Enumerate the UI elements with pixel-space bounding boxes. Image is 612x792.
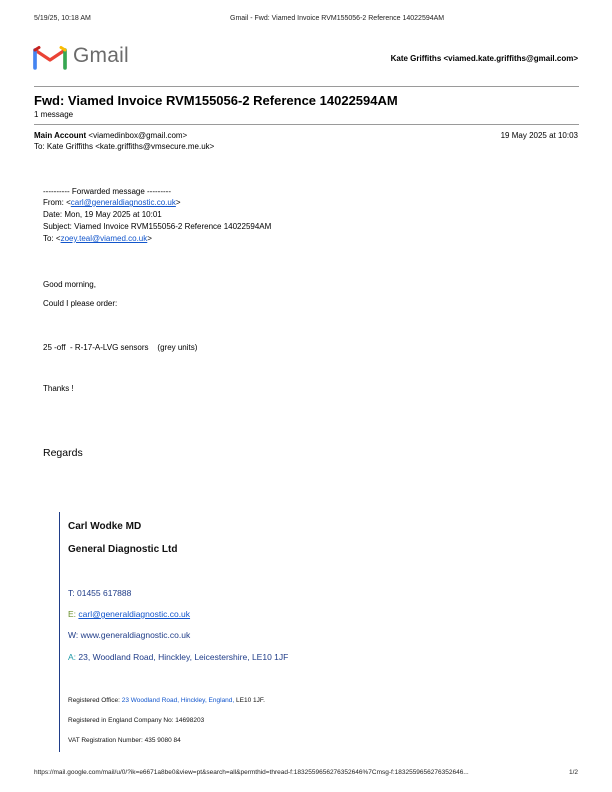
body-thanks: Thanks ! [43,384,74,393]
forwarded-marker: ---------- Forwarded message --------- [43,187,171,196]
fwd-from-suffix: > [175,198,181,207]
forwarded-from [43,198,181,207]
message-to: To: Kate Griffiths <kate.griffiths@vmsecure.me.uk> [34,142,215,151]
registered-office [68,697,265,704]
signature-telephone [68,588,131,598]
forwarded-date: Date: Mon, 19 May 2025 at 10:01 [43,210,162,219]
signature-web-link[interactable]: www.generaldiagnostic.co.uk [80,630,191,640]
body-regards: Regards [43,447,83,459]
page-number: 1/2 [568,769,578,776]
body-request: Could I please order: [43,299,118,308]
message-from [34,131,187,140]
from-name: Main Account [34,131,87,140]
forwarded-to [43,234,152,243]
subject-divider [34,124,579,125]
signature-bar [59,512,60,752]
fwd-from-prefix: From: < [43,198,71,207]
tel-value: 01455 617888 [77,588,132,598]
signature-email [68,609,190,619]
fwd-to-email-link[interactable]: zoey.teal@viamed.co.uk [60,234,148,243]
tel-label: T: [68,588,75,598]
body-order-item: 25 -off - R-17-A-LVG sensors (grey units) [43,343,198,352]
thread-subject: Fwd: Viamed Invoice RVM155056-2 Reference 14022594AM [34,93,398,108]
signature-web [68,630,190,640]
gmail-wordmark: Gmail [73,44,129,67]
gmail-m-icon [33,44,67,70]
gmail-logo[interactable] [33,44,67,75]
message-count: 1 message [34,110,74,119]
fwd-from-email-link[interactable]: carl@generaldiagnostic.co.uk [70,198,176,207]
reg-office-address: 23 Woodland Road, Hinckley, England, [121,697,235,704]
reg-office-postcode: LE10 1JF. [236,697,265,704]
signature-address [68,652,288,662]
signature-company: General Diagnostic Ltd [68,544,178,555]
account-label: Kate Griffiths <viamed.kate.griffiths@gmail.com> [390,54,578,63]
fwd-to-prefix: To: < [43,234,61,243]
web-label: W: [68,630,79,640]
reg-office-label: Registered Office: [68,697,120,704]
email-label: E: [68,609,77,619]
forwarded-subject: Subject: Viamed Invoice RVM155056-2 Reference 14022594AM [43,222,272,231]
address-value: 23, Woodland Road, Hinckley, Leicestershire, LE10 1JF [78,652,289,662]
company-number: Registered in England Company No: 14698203 [68,717,205,724]
from-email: <viamedinbox@gmail.com> [88,131,188,140]
body-greeting: Good morning, [43,280,96,289]
print-url: https://mail.google.com/mail/u/0/?ik=e6671a8be0&view=pt&search=all&permthid=thread-f:1832559656276352646%7Cmsg-f:1832559656276352646... [34,769,469,776]
print-title: Gmail - Fwd: Viamed Invoice RVM155056-2 Reference 14022594AM [230,15,445,22]
signature-email-link[interactable]: carl@generaldiagnostic.co.uk [78,609,191,619]
fwd-to-suffix: > [147,234,152,243]
vat-number: VAT Registration Number: 435 9080 84 [68,737,181,744]
header-divider [34,86,579,87]
print-datetime: 5/19/25, 10:18 AM [34,15,91,22]
message-date: 19 May 2025 at 10:03 [500,131,578,140]
signature-name: Carl Wodke MD [68,521,142,532]
address-label: A: [68,652,77,662]
